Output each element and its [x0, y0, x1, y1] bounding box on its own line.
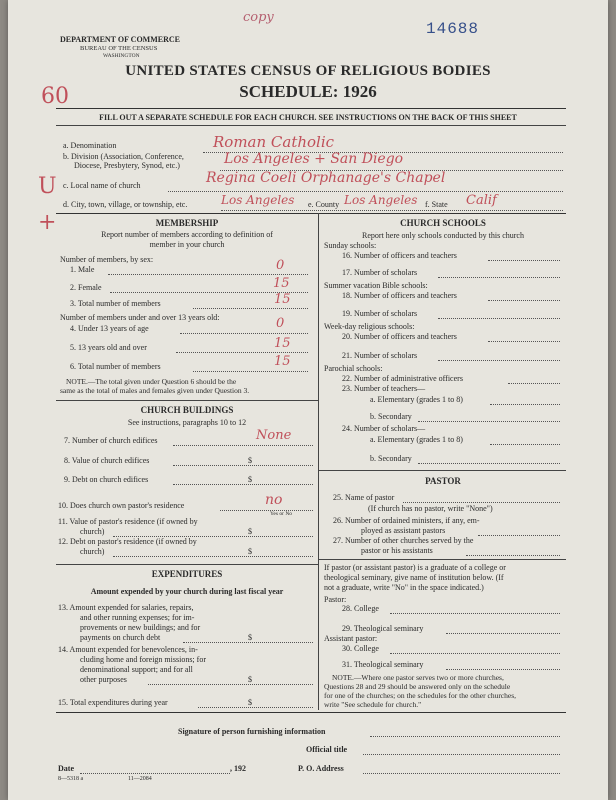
q8-dollar: $ [248, 456, 252, 465]
q20-line[interactable] [488, 341, 560, 342]
weekday-schools-label: Week-day religious schools: [324, 322, 415, 331]
city-line [221, 210, 563, 211]
date-label: Date [58, 764, 74, 773]
q15-label: 15. Total expenditures during year [58, 698, 168, 707]
q11-label-1: 11. Value of pastor's residence (if owned by [58, 517, 198, 526]
membership-intro-1: Report number of members according to definition of [101, 230, 273, 239]
pastor-sub-label: Pastor: [324, 595, 347, 604]
q3-value[interactable]: 15 [274, 292, 291, 307]
po-address-label: P. O. Address [298, 764, 344, 773]
q11-label-2: church) [80, 527, 105, 536]
column-divider [318, 213, 319, 710]
q23-label: 23. Number of teachers— [342, 384, 426, 393]
dept-line-3: WASHINGTON [103, 53, 140, 59]
q25-line[interactable] [403, 502, 560, 503]
q31-line[interactable] [446, 669, 560, 670]
q4-line [180, 333, 308, 334]
q14-label-1: 14. Amount expended for benevolences, in- [58, 645, 198, 654]
county-label: e. County [308, 200, 340, 209]
pastor-note-4: write "See schedule for church." [324, 700, 422, 709]
q13-label-1: 13. Amount expended for salaries, repairs, [58, 603, 194, 612]
q21-line[interactable] [438, 360, 560, 361]
q14-line[interactable] [148, 684, 313, 685]
margin-note-60: 60 [41, 84, 69, 109]
q10-label: 10. Does church own pastor's residence [58, 501, 185, 510]
q14-label-3: denominational support; and for all [80, 665, 193, 674]
sunday-schools-label: Sunday schools: [324, 241, 377, 250]
pastor-note-3: for one of the churches; on the schedules for the other churches, [324, 691, 517, 700]
print-number: 11—2084 [128, 776, 152, 782]
q9-label: 9. Debt on church edifices [64, 475, 149, 484]
q12-label-1: 12. Debt on pastor's residence (if owned by [58, 537, 197, 546]
q11-dollar: $ [248, 527, 252, 536]
q10-line [220, 510, 313, 511]
buildings-heading: CHURCH BUILDINGS [140, 405, 234, 415]
q15-dollar: $ [248, 698, 252, 707]
form-number: 8—5318 a [58, 776, 84, 782]
q14-label-4: other purposes [80, 675, 127, 684]
schedule-title: SCHEDULE: 1926 [239, 82, 377, 101]
q14-dollar: $ [248, 675, 252, 684]
local-name-label: c. Local name of church [63, 181, 141, 190]
county-value[interactable]: Los Angeles [344, 193, 418, 207]
q24a-line[interactable] [490, 444, 560, 445]
q9-dollar: $ [248, 475, 252, 484]
q28-label: 28. College [342, 604, 379, 613]
pastor-rule [318, 559, 566, 560]
q27-line[interactable] [466, 555, 560, 556]
grid-top-rule [56, 213, 566, 214]
q6-label: 6. Total number of members [70, 362, 161, 371]
instruction-line: FILL OUT A SEPARATE SCHEDULE FOR EACH CHURCH. SEE INSTRUCTIONS ON THE BACK OF THIS SHEET [99, 113, 517, 122]
instruction-rule [56, 125, 566, 126]
q5-label: 5. 13 years old and over [70, 343, 147, 352]
q1-value[interactable]: 0 [276, 258, 285, 273]
q7-line [173, 445, 313, 446]
state-value[interactable]: Calif [466, 193, 497, 208]
pastor-heading: PASTOR [425, 476, 461, 486]
q20-label: 20. Number of officers and teachers [342, 332, 457, 341]
q30-label: 30. College [342, 644, 379, 653]
q22-label: 22. Number of administrative officers [342, 374, 463, 383]
membership-intro-2: member in your church [149, 240, 225, 249]
membership-rule [56, 400, 318, 401]
q17-line[interactable] [438, 277, 560, 278]
q24b-label: b. Secondary [370, 454, 412, 463]
q5-line [176, 352, 308, 353]
q1-line [108, 274, 308, 275]
division-label-2: Diocese, Presbytery, Synod, etc.) [74, 161, 180, 170]
q7-label: 7. Number of church edifices [64, 436, 158, 445]
copy-annotation: copy [243, 10, 274, 25]
local-name-value[interactable]: Regina Coeli Orphanage's Chapel [206, 170, 446, 186]
assistant-pastor-label: Assistant pastor: [324, 634, 378, 643]
q23a-label: a. Elementary (grades 1 to 8) [370, 395, 463, 404]
q13-dollar: $ [248, 633, 252, 642]
schools-intro: Report here only schools conducted by this church [362, 231, 524, 240]
division-value[interactable]: Los Angeles + San Diego [224, 151, 404, 167]
signature-label: Signature of person furnishing information [178, 727, 326, 736]
membership-note-2: same as the total of males and females given under Question 3. [60, 386, 250, 395]
dept-line-2: BUREAU OF THE CENSUS [80, 45, 158, 52]
q23b-line[interactable] [418, 421, 560, 422]
q27-label-2: pastor or his assistants [361, 546, 433, 555]
q3-label: 3. Total number of members [70, 299, 161, 308]
margin-note-plus: + [38, 210, 57, 235]
po-address-line[interactable] [363, 773, 560, 774]
q30-line[interactable] [390, 653, 560, 654]
expenditures-heading: EXPENDITURES [151, 569, 223, 579]
q21-label: 21. Number of scholars [342, 351, 418, 360]
summer-schools-label: Summer vacation Bible schools: [324, 281, 428, 290]
expenditures-sub: Amount expended by your church during last fiscal year [90, 587, 284, 596]
schools-heading: CHURCH SCHOOLS [400, 218, 486, 228]
dept-line-1: DEPARTMENT OF COMMERCE [60, 35, 181, 44]
q13-line[interactable] [183, 642, 313, 643]
q28-line[interactable] [390, 613, 560, 614]
city-value[interactable]: Los Angeles [221, 193, 295, 207]
state-label: f. State [425, 200, 448, 209]
denomination-value[interactable]: Roman Catholic [213, 133, 335, 151]
q12-dollar: $ [248, 547, 252, 556]
official-title-label: Official title [306, 745, 348, 754]
q6-line [193, 371, 308, 372]
official-title-line[interactable] [363, 754, 560, 755]
q29-line[interactable] [446, 633, 560, 634]
q5-value[interactable]: 15 [274, 336, 291, 351]
q16-line[interactable] [488, 260, 560, 261]
margin-note-u: U [38, 174, 57, 199]
q4-label: 4. Under 13 years of age [70, 324, 149, 333]
q29-label: 29. Theological seminary [342, 624, 424, 633]
q15-line[interactable] [198, 707, 313, 708]
denomination-label: a. Denomination [63, 141, 117, 150]
q24a-label: a. Elementary (grades 1 to 8) [370, 435, 463, 444]
graduate-text-3: not a graduate, write "No" in the space indicated.) [324, 583, 484, 592]
under-over-label: Number of members under and over 13 years old: [60, 313, 220, 322]
members-by-sex: Number of members, by sex: [60, 255, 154, 264]
q25-label: 25. Name of pastor [333, 493, 395, 502]
q24-label: 24. Number of scholars— [342, 424, 426, 433]
q2-value[interactable]: 15 [273, 276, 290, 291]
graduate-text-2: theological seminary, give name of institution below. (If [324, 573, 504, 582]
q19-line[interactable] [438, 318, 560, 319]
q4-value[interactable]: 0 [276, 316, 285, 331]
q31-label: 31. Theological seminary [342, 660, 424, 669]
grid-bottom-rule [56, 712, 566, 713]
census-form-sheet [8, 0, 608, 800]
q19-label: 19. Number of scholars [342, 309, 418, 318]
q24b-line[interactable] [418, 463, 560, 464]
membership-note-1: NOTE.—The total given under Question 6 should be the [66, 377, 237, 386]
date-line[interactable] [80, 773, 230, 774]
q23b-label: b. Secondary [370, 412, 412, 421]
q8-label: 8. Value of church edifices [64, 456, 150, 465]
q6-value[interactable]: 15 [274, 354, 291, 369]
q14-label-2: cluding home and foreign missions; for [80, 655, 206, 664]
q26-label-1: 26. Number of ordained ministers, if any, em- [333, 516, 480, 525]
q10-hint: Yes or No [270, 511, 293, 517]
city-label: d. City, town, village, or township, etc. [63, 200, 188, 209]
pastor-note-1: NOTE.—Where one pastor serves two or more churches, [332, 673, 504, 682]
buildings-rule [56, 564, 318, 565]
membership-heading: MEMBERSHIP [155, 218, 219, 228]
q1-label: 1. Male [70, 265, 95, 274]
q3-line [193, 308, 308, 309]
q18-label: 18. Number of officers and teachers [342, 291, 457, 300]
signature-line[interactable] [370, 736, 560, 737]
q23a-line[interactable] [490, 404, 560, 405]
q7-value[interactable]: None [256, 428, 292, 443]
q12-label-2: church) [80, 547, 105, 556]
division-label-1: b. Division (Association, Conference, [63, 152, 184, 161]
q8-line[interactable] [173, 465, 313, 466]
q22-line[interactable] [508, 383, 560, 384]
q13-label-4: payments on church debt [80, 633, 161, 642]
serial-number: 14688 [426, 20, 480, 38]
pastor-note-2: Questions 28 and 29 should be answered only on the schedule [324, 682, 511, 691]
q12-line[interactable] [113, 556, 313, 557]
q2-label: 2. Female [70, 283, 102, 292]
header-rule [56, 108, 566, 109]
buildings-sub: See instructions, paragraphs 10 to 12 [127, 418, 247, 427]
q9-line[interactable] [173, 484, 313, 485]
q18-line[interactable] [488, 300, 560, 301]
q16-label: 16. Number of officers and teachers [342, 251, 457, 260]
q10-value[interactable]: no [265, 492, 283, 508]
q26-line[interactable] [478, 535, 560, 536]
q27-label-1: 27. Number of other churches served by the [333, 536, 474, 545]
year-label: , 192 [230, 764, 246, 773]
graduate-text-1: If pastor (or assistant pastor) is a graduate of a college or [324, 563, 506, 572]
local-name-line [168, 191, 563, 192]
q17-label: 17. Number of scholars [342, 268, 418, 277]
form-title: UNITED STATES CENSUS OF RELIGIOUS BODIES [125, 63, 491, 79]
q13-label-2: and other running expenses; for im- [80, 613, 195, 622]
q13-label-3: provements or new buildings; and for [80, 623, 201, 632]
q26-label-2: ployed as assistant pastors [361, 526, 446, 535]
parochial-schools-label: Parochial schools: [324, 364, 383, 373]
schools-rule [318, 470, 566, 471]
q25-hint: (If church has no pastor, write "None") [368, 504, 493, 513]
